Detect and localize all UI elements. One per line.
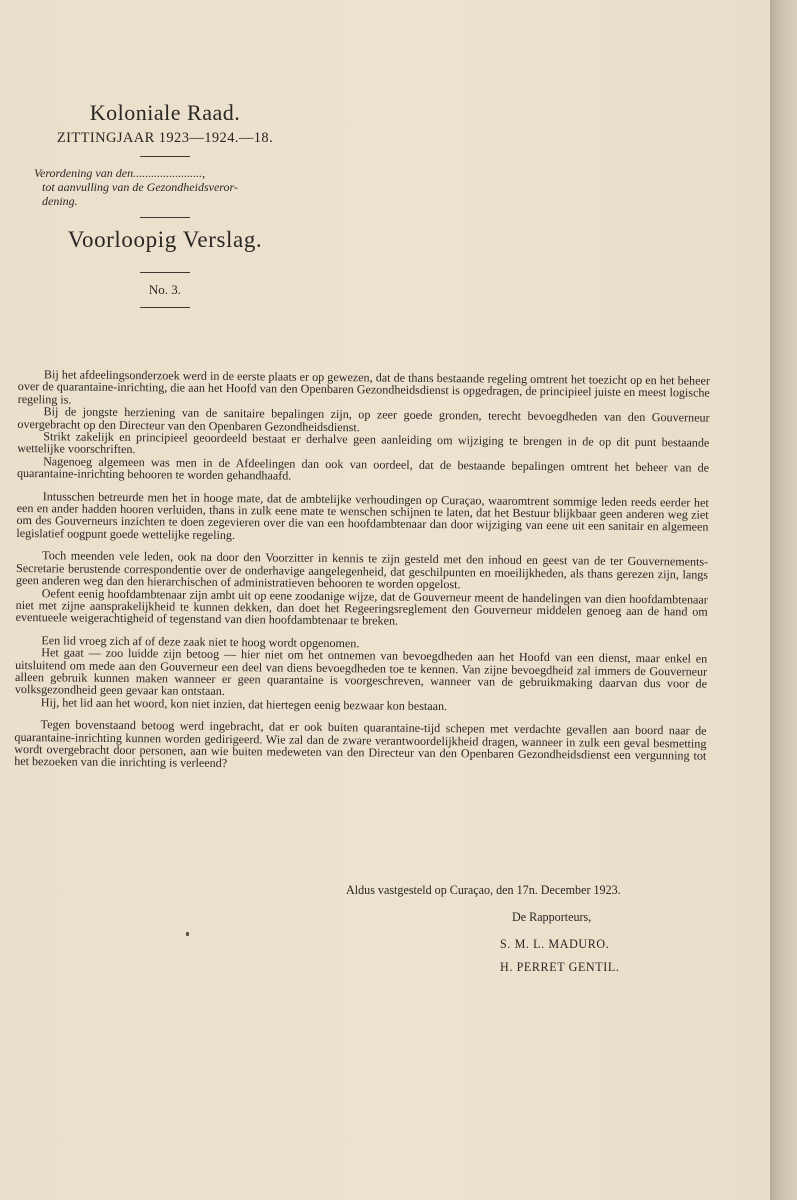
ordinance-line-1: Verordening van den......................., — [34, 166, 206, 180]
paragraph: Toch meenden vele leden, ook na door den Voorzitter in kennis te zijn gesteld met den inhoud en geest van de ter Gouvernements-Secretarie berustende correspondentie over de onderhavige aangelegenheid, dat geschilpunten en moeilijkheden, als thans gerezen zijn, langs geen anderen weg dan den hierarchischen of administratieven behooren te worden opgelost. — [15, 548, 709, 592]
paragraph: Tegen bovenstaand betoog werd ingebracht, dat er ook buiten quarantaine-tijd schepen met verdachte gevallen aan boord naar de quarantaine-inrichting kunnen worden gedirigeerd. Wie zal dan de zware verantwoordelijkheid dragen, wanneer in zulk een geval besmetting wordt overgebracht door personen, aan wie buiten medeweten van den Directeur van den Openbaren Gezondheidsdienst een vergunning tot het bezoeken van die inrichting is verleend? — [14, 717, 707, 771]
session-year: ZITTINGJAAR 1923—1924.—18. — [56, 130, 274, 146]
paragraph: Nagenoeg algemeen was men in de Afdeelingen dan ook van oordeel, dat de bestaande bepalingen omtrent het beheer van de quarantaine-inrichting behooren te worden gehandhaafd. — [16, 454, 710, 483]
council-title: Koloniale Raad. — [89, 100, 241, 125]
report-body — [14, 368, 710, 774]
paper-speck — [186, 932, 189, 936]
signatory-name: H. PERRET GENTIL. — [500, 960, 620, 974]
divider — [140, 307, 190, 308]
rapporteurs-label: De Rapporteurs, — [512, 910, 592, 924]
ordinance-line-2: tot aanvulling van de Gezondheidsveror- — [42, 180, 238, 194]
paragraph: Strikt zakelijk en principieel geoordeeld bestaat er derhalve geen aanleiding om wijziging te brengen in de op dit punt bestaande wettelijke voorschriften. — [17, 429, 710, 457]
closing-block — [346, 884, 726, 974]
paragraph: Een lid vroeg zich af of deze zaak niet te hoog wordt opgenomen. — [41, 632, 360, 651]
paragraph: Oefent eenig hoofdambtenaar zijn ambt uit op eene zoodanige wijze, dat de Gouverneur meent de handelingen van dien hoofdambtenaar niet met zijne aansprakelijkheid te kunnen dekken, dan doet het Regeeringsreglement den Gouverneur middelen genoeg aan de hand om eventueele weigerachtigheid of tegenstand van dien hoofdambtenaar te breken. — [15, 585, 708, 628]
divider — [140, 156, 190, 157]
paragraph: Intusschen betreurde men het in hooge mate, dat de ambtelijke verhoudingen op Curaçao, waaromtrent sommige leden reeds eerder het een en ander hadden hooren verluiden, thans in zulk eene mate te wenschen schijnen te laten, dat het Bestuur blijkbaar geen anderen weg ziet om des Gouverneurs inzichten te doen zegevieren over die van een hoofdambtenaar dan door wijziging van eene uit een sanitair en algemeen legislatief oogpunt goede wettelijke regeling. — [16, 488, 709, 542]
ordinance-line-3: dening. — [42, 194, 78, 208]
document-header — [30, 100, 300, 317]
report-title: Voorloopig Verslag. — [67, 227, 263, 252]
signatory-name: S. M. L. MADURO. — [500, 937, 610, 951]
report-number: No. 3. — [148, 282, 182, 298]
paragraph: Hij, het lid aan het woord, kon niet inzien, dat hiertegen eenig bezwaar kon bestaan. — [40, 694, 448, 713]
binding-edge — [770, 0, 797, 1200]
ordinance-title — [34, 166, 300, 208]
divider — [140, 217, 190, 218]
paragraph: Bij de jongste herziening van de sanitaire bepalingen zijn, op zeer goede gronden, terecht bevoegdheden van den Gouverneur overgebracht op den Directeur van den Openbaren Gezondheidsdienst. — [17, 404, 710, 434]
divider — [140, 272, 190, 273]
adoption-statement: Aldus vastgesteld op Curaçao, den 17n. December 1923. — [346, 883, 621, 897]
paragraph: Het gaat — zoo luidde zijn betoog — hier niet om het ontnemen van bevoegdheden aan het Hoofd van een dienst, maar enkel en uitsluitend om mede aan den Gouverneur een deel van diens bevoegdheden toe te kennen. Van zijne bevoegdheid zal immers de Gouverneur alleen gebruik kunnen maken wanneer er geen quarantaine is voorgeschreven, wanneer van de gebruikmaking daarvan dus voor de volksgezondheid geen gevaar kan ontstaan. — [14, 645, 708, 699]
paragraph: Bij het afdeelingsonderzoek werd in de eerste plaats er op gewezen, dat de thans bestaande regeling omtrent het toezicht op en het beheer over de quarantaine-inrichting, die aan het Hoofd van den Openbaren Gezondheidsdienst is opgedragen, de principieel juiste en meest logische regeling is. — [17, 367, 710, 407]
